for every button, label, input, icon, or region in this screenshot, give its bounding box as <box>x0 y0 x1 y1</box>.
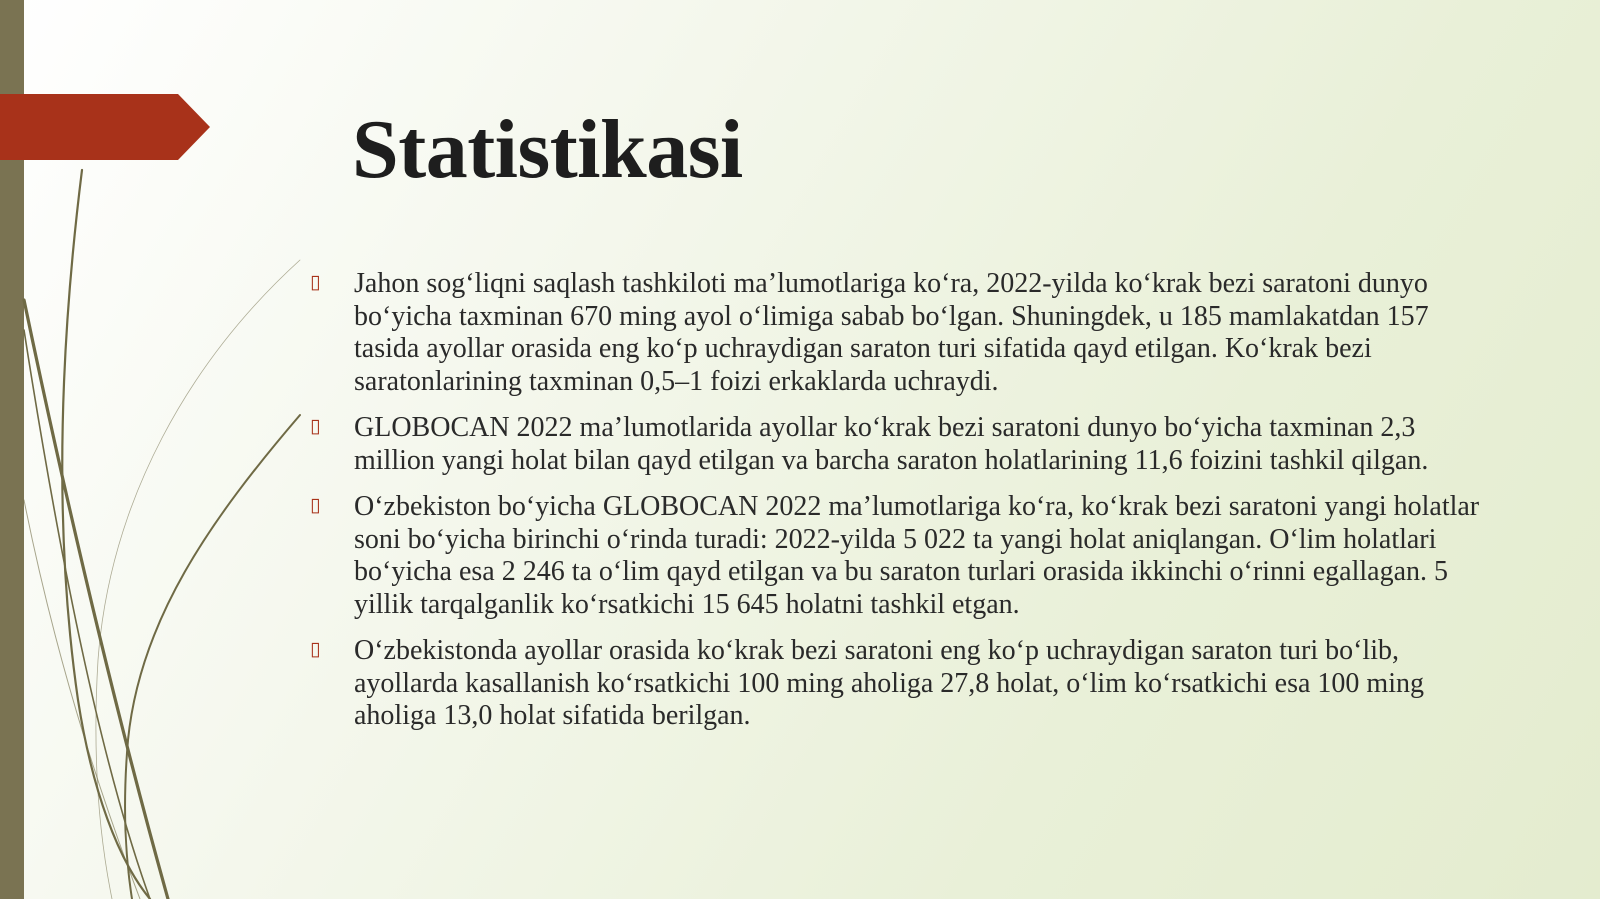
bullet-marker-icon: ▯ <box>310 271 321 293</box>
swirl-line <box>24 300 168 899</box>
slide-title: Statistikasi <box>352 103 743 196</box>
title-arrow-shape <box>0 94 210 160</box>
bullet-marker-icon: ▯ <box>310 494 321 516</box>
bullet-marker-icon: ▯ <box>310 415 321 437</box>
bullet-text: Jahon sog‘liqni saqlash tashkiloti ma’lumotlariga ko‘ra, 2022-yilda ko‘krak bezi saratoni dunyo bo‘yicha taxminan 670 ming ayol o‘limiga sabab bo‘lgan. Shuningdek, u 185 mamlakatdan 157 tasida ayollar orasida eng ko‘p uchraydigan saraton turi sifatida qayd etilgan. Ko‘krak bezi saratonlarining taxminan 0,5–1 foizi erkaklarda uchraydi. <box>354 268 1429 397</box>
bullet-item <box>310 268 1500 398</box>
bullet-item <box>310 635 1500 733</box>
bullet-item <box>310 491 1500 621</box>
bullet-marker-icon: ▯ <box>310 638 321 660</box>
swirl-line <box>24 330 150 899</box>
bullet-text: GLOBOCAN 2022 ma’lumotlarida ayollar ko‘krak bezi saratoni dunyo bo‘yicha taxminan 2,3 million yangi holat bilan qayd etilgan va barcha saraton holatlarining 11,6 foizini tashkil qilgan. <box>354 412 1429 476</box>
bullet-item <box>310 412 1500 477</box>
bullet-list <box>310 268 1500 747</box>
bullet-text: O‘zbekistonda ayollar orasida ko‘krak bezi saratoni eng ko‘p uchraydigan saraton turi bo‘lib, ayollarda kasallanish ko‘rsatkichi 100 ming aholiga 27,8 holat, o‘lim ko‘rsatkichi esa 100 ming aholiga 13,0 holat sifatida berilgan. <box>354 635 1424 731</box>
swirl-line <box>96 260 300 899</box>
swirl-line <box>125 415 300 899</box>
bullet-text: O‘zbekiston bo‘yicha GLOBOCAN 2022 ma’lumotlariga ko‘ra, ko‘krak bezi saratoni yangi holatlar soni bo‘yicha birinchi o‘rinda turadi: 2022-yilda 5 022 ta yangi holat aniqlangan. O‘lim holatlari bo‘yicha esa 2 246 ta o‘lim qayd etilgan va bu saraton turlari orasida ikkinchi o‘rinni egallagan. 5 yillik tarqalganlik ko‘rsatkichi 15 645 holatni tashkil etgan. <box>354 491 1480 620</box>
